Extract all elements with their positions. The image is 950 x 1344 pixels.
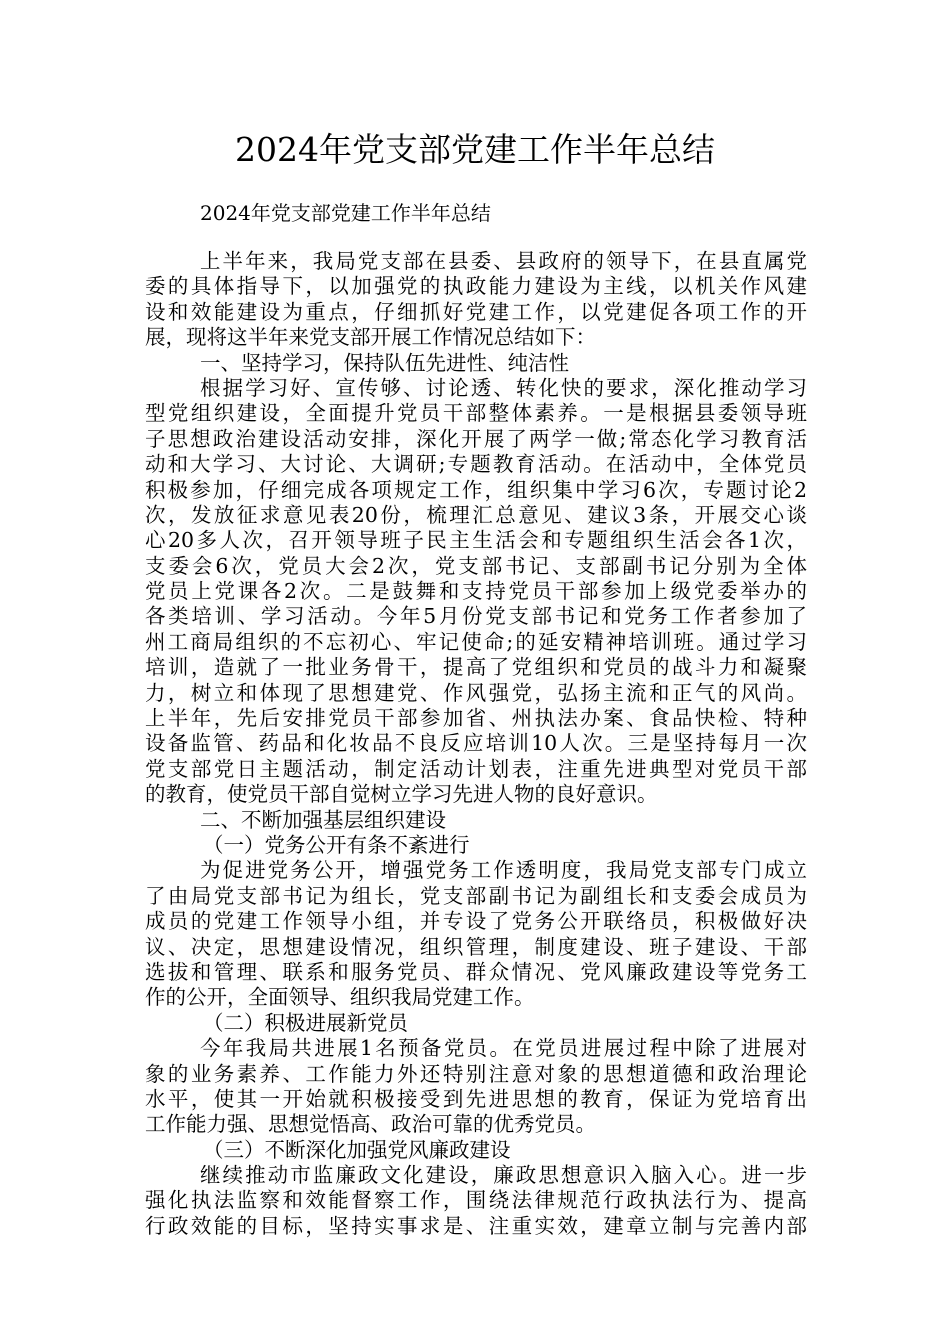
body-text-line: 强化执法监察和效能督察工作，围绕法律规范行政执法行为、提高 (145, 1188, 807, 1213)
body-text-line: 支委会6次，党员大会2次，党支部书记、支部副书记分别为全体 (145, 553, 807, 578)
body-text-line: 积极参加，仔细完成各项规定工作，组织集中学习6次，专题讨论2 (145, 477, 807, 502)
body-text-line: 行政效能的目标，坚持实事求是、注重实效，建章立制与完善内部 (145, 1213, 807, 1238)
body-text-line: 上半年，先后安排党员干部参加省、州执法办案、食品快检、特种 (145, 706, 807, 731)
body-text-line: 子思想政治建设活动安排，深化开展了两学一做;常态化学习教育活 (145, 426, 807, 451)
document-body (145, 249, 807, 1239)
body-text-line: 党员上党课各2次。二是鼓舞和支持党员干部参加上级党委举办的 (145, 579, 807, 604)
body-text-line: 展，现将这半年来党支部开展工作情况总结如下： (145, 325, 596, 350)
body-text-line: 动和大学习、大讨论、大调研;专题教育活动。在活动中，全体党员 (145, 452, 807, 477)
body-text-line: 设和效能建设为重点，仔细抓好党建工作，以党建促各项工作的开 (145, 299, 807, 324)
body-text-line: 议、决定，思想建设情况，组织管理，制度建设、班子建设、干部 (145, 934, 807, 959)
body-text-line: 力，树立和体现了思想建党、作风强党，弘扬主流和正气的风尚。 (145, 680, 807, 705)
body-text-line: 州工商局组织的不忘初心、牢记使命;的延安精神培训班。通过学习 (145, 629, 807, 654)
body-text-line: 继续推动市监廉政文化建设，廉政思想意识入脑入心。进一步 (200, 1163, 807, 1188)
document-subtitle: 2024年党支部党建工作半年总结 (200, 201, 491, 225)
body-text-line: 设备监管、药品和化妆品不良反应培训10人次。三是坚持每月一次 (145, 731, 807, 756)
body-text-line: 上半年来，我局党支部在县委、县政府的领导下，在县直属党 (200, 249, 807, 273)
body-text-line: 党支部党日主题活动，制定活动计划表，注重先进典型对党员干部 (145, 756, 807, 781)
body-text-line: 今年我局共进展1名预备党员。在党员进展过程中除了进展对 (200, 1036, 807, 1061)
body-text-line: 的教育，使党员干部自觉树立学习先进人物的良好意识。 (145, 782, 658, 807)
body-text-line: 作的公开，全面领导、组织我局党建工作。 (145, 985, 535, 1010)
subsection-heading: （二）积极进展新党员 (203, 1010, 408, 1035)
body-text-line: 型党组织建设，全面提升党员干部整体素养。一是根据县委领导班 (145, 401, 807, 426)
body-text-line: 选拔和管理、联系和服务党员、群众情况、党风廉政建设等党务工 (145, 959, 807, 984)
body-text-line: 次，发放征求意见表20份，梳理汇总意见、建议3条，开展交心谈 (145, 502, 807, 527)
body-text-line: 了由局党支部书记为组长，党支部副书记为副组长和支委会成员为 (145, 883, 807, 908)
section-heading: 二、不断加强基层组织建设 (200, 807, 446, 832)
body-text-line: 各类培训、学习活动。今年5月份党支部书记和党务工作者参加了 (145, 604, 807, 629)
body-text-line: 水平，使其一开始就积极接受到先进思想的教育，保证为党培育出 (145, 1086, 807, 1111)
body-text-line: 培训，造就了一批业务骨干，提高了党组织和党员的战斗力和凝聚 (145, 655, 807, 680)
body-text-line: 委的具体指导下，以加强党的执政能力建设为主线，以机关作风建 (145, 274, 807, 299)
body-text-line: 象的业务素养、工作能力外还特别注意对象的思想道德和政治理论 (145, 1061, 807, 1086)
body-text-line: 心20多人次，召开领导班子民主生活会和专题组织生活会各1次， (145, 528, 807, 553)
body-text-line: 为促进党务公开，增强党务工作透明度，我局党支部专门成立 (200, 858, 807, 883)
section-heading: 一、坚持学习，保持队伍先进性、纯洁性 (200, 350, 569, 375)
subsection-heading: （一）党务公开有条不紊进行 (203, 832, 470, 857)
subsection-heading: （三）不断深化加强党风廉政建设 (203, 1137, 511, 1162)
body-text-line: 根据学习好、宣传够、讨论透、转化快的要求，深化推动学习 (200, 375, 807, 400)
document-title: 2024年党支部党建工作半年总结 (235, 130, 715, 169)
body-text-line: 工作能力强、思想觉悟高、政治可靠的优秀党员。 (145, 1112, 596, 1137)
body-text-line: 成员的党建工作领导小组，并专设了党务公开联络员，积极做好决 (145, 909, 807, 934)
